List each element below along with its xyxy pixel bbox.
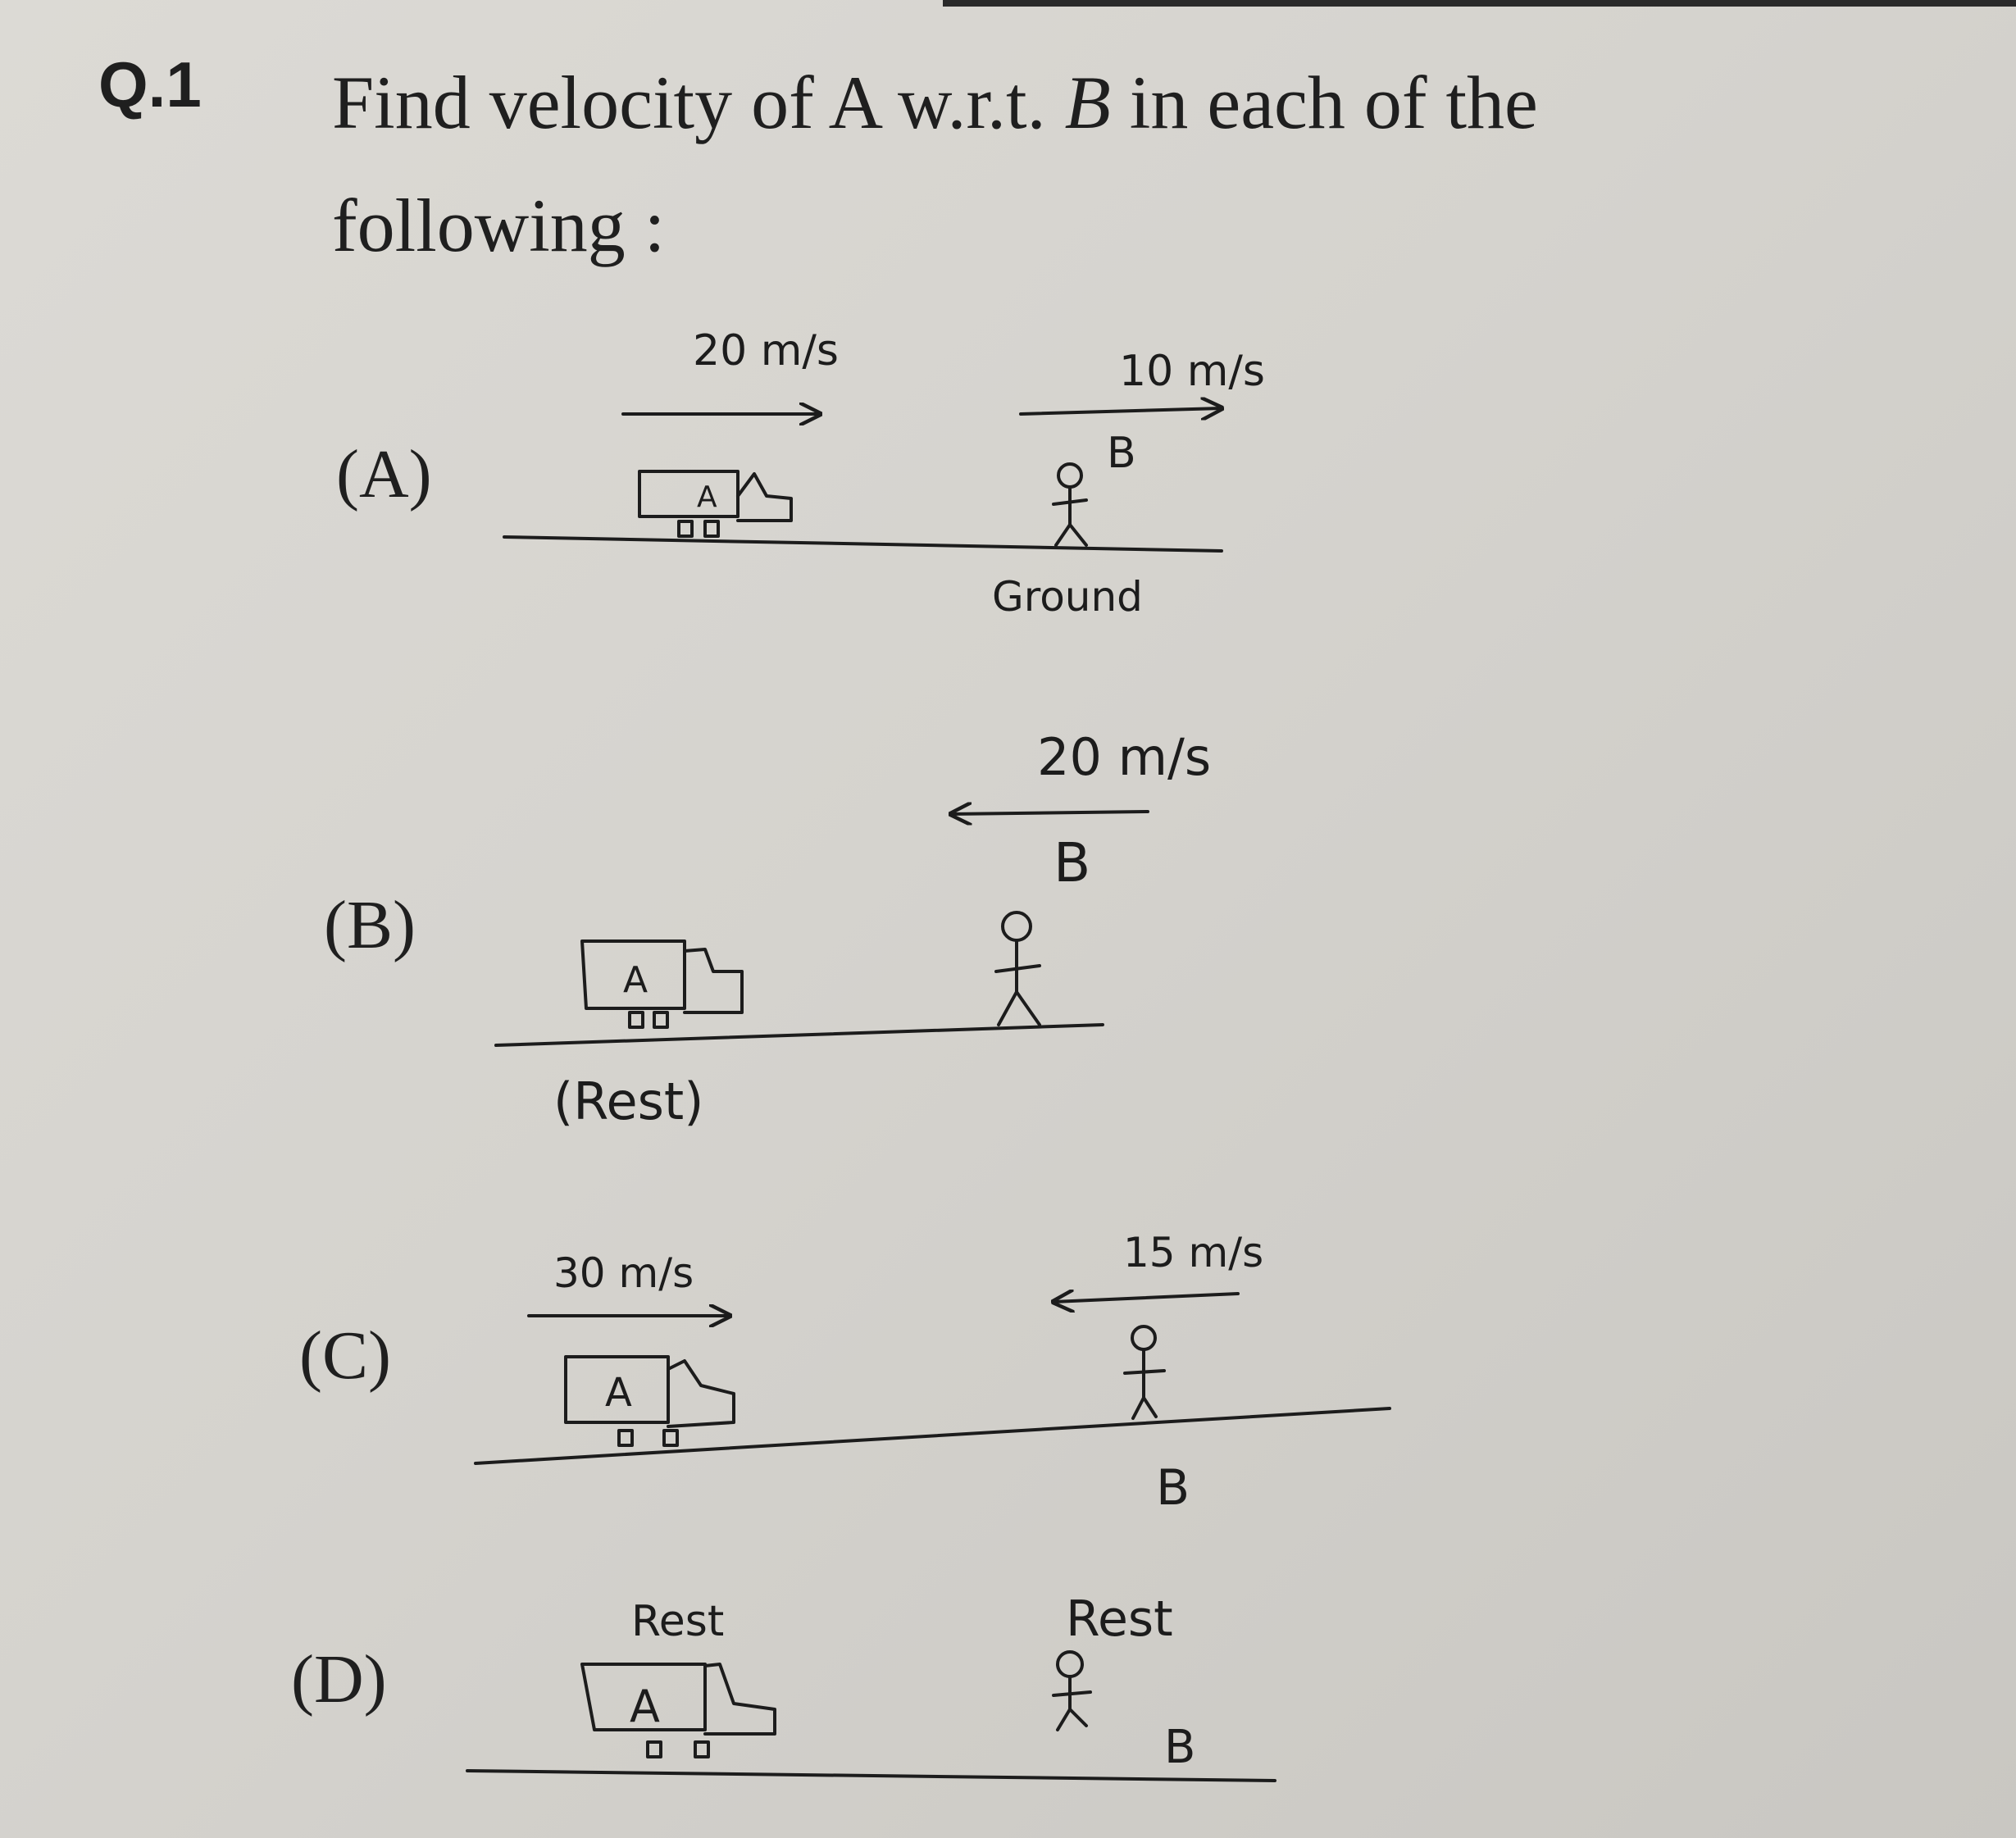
- part-d-figure: [467, 1652, 1275, 1781]
- part-a-ground-line: [504, 537, 1222, 551]
- part-c-truck-icon: [566, 1357, 734, 1445]
- part-a-arrow-b: [1021, 408, 1222, 414]
- part-a-person-icon: [1054, 464, 1086, 545]
- part-d-ground-line: [467, 1771, 1275, 1781]
- part-c-a-velocity: 30 m/s: [553, 1249, 694, 1297]
- part-a-a-velocity: 20 m/s: [693, 326, 839, 375]
- part-b-ground-line: [496, 1025, 1103, 1045]
- part-d-person-icon: [1054, 1652, 1090, 1730]
- part-d-label: (D): [291, 1641, 387, 1717]
- question-number: Q.1: [98, 48, 202, 121]
- part-a-ground-note: Ground: [992, 573, 1143, 621]
- question-text-part1: Find velocity of A w.r.t.: [332, 61, 1065, 144]
- part-b-person-icon: [996, 912, 1040, 1025]
- question-text-part2: in each of the: [1110, 61, 1538, 144]
- part-a-label: (A): [336, 436, 432, 512]
- question-text-line2: following :: [332, 184, 666, 267]
- part-d-b-state: Rest: [1066, 1590, 1173, 1648]
- part-c-person-icon: [1125, 1326, 1164, 1418]
- part-d-a-state: Rest: [631, 1597, 725, 1646]
- question-text-b: B: [1064, 61, 1111, 144]
- part-c-a-name: A: [605, 1370, 632, 1416]
- part-d-truck-icon: [582, 1664, 775, 1757]
- part-d-b-name: B: [1164, 1721, 1196, 1774]
- part-c-b-velocity: 15 m/s: [1123, 1229, 1264, 1276]
- part-b-a-name: A: [623, 959, 648, 1001]
- part-d-a-name: A: [630, 1681, 660, 1732]
- part-c-label: (C): [299, 1317, 391, 1394]
- part-b-truck-icon: [582, 941, 742, 1027]
- part-b-a-state: (Rest): [553, 1071, 704, 1131]
- part-a-b-name: B: [1107, 429, 1136, 478]
- part-c-ground-line: [476, 1408, 1390, 1463]
- part-a-b-velocity: 10 m/s: [1119, 347, 1265, 396]
- part-b-arrow-b: [951, 812, 1148, 814]
- part-c-arrow-b: [1054, 1294, 1238, 1302]
- part-b-figure: [496, 812, 1148, 1045]
- part-b-b-name: B: [1054, 831, 1091, 894]
- part-c-b-name: B: [1156, 1459, 1190, 1517]
- part-a-a-name: A: [697, 480, 717, 514]
- part-b-b-velocity: 20 m/s: [1037, 727, 1212, 787]
- part-b-label: (B): [324, 887, 416, 963]
